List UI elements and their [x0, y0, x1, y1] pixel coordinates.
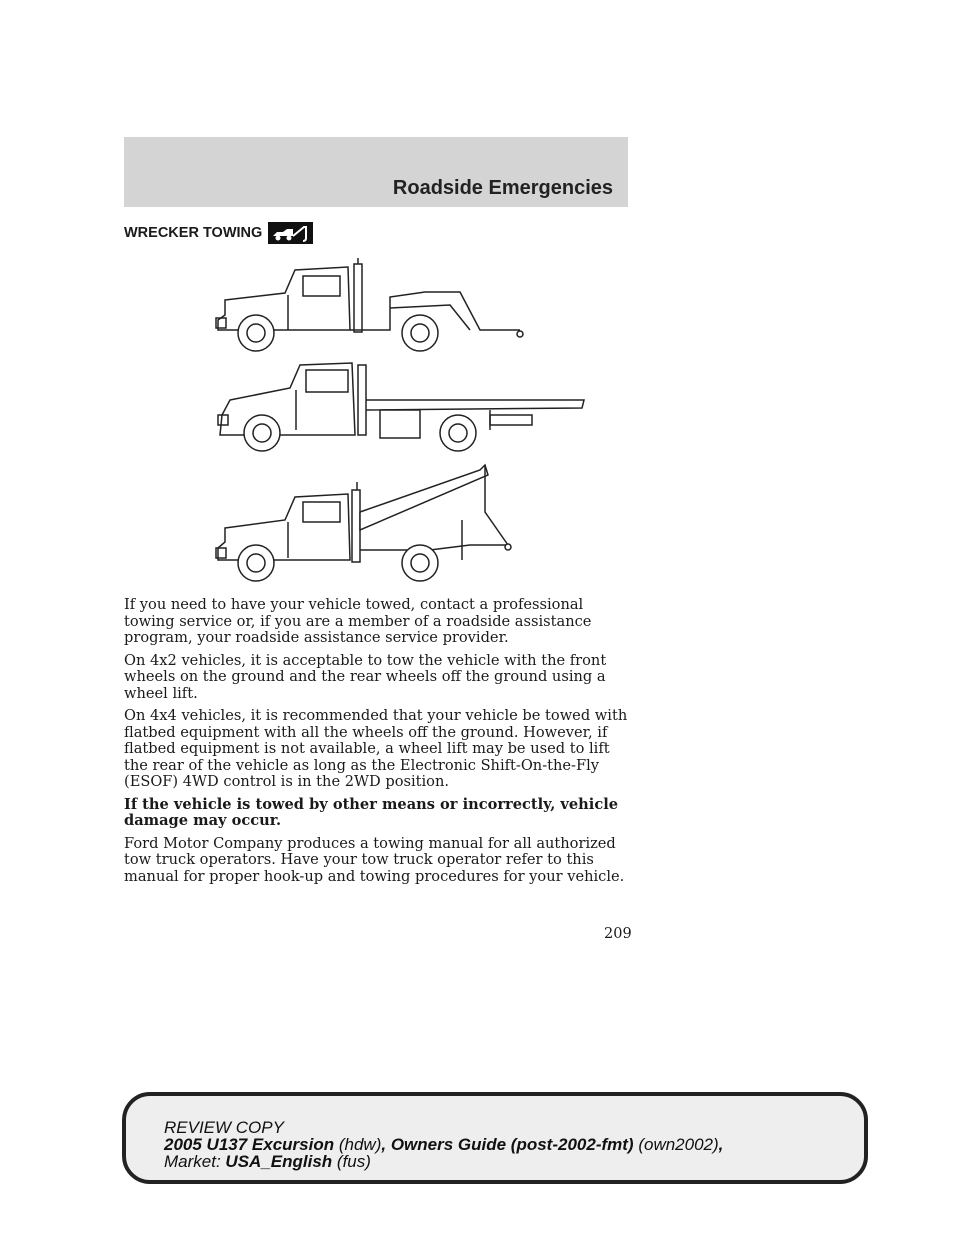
boom-wrecker-tow-truck	[216, 465, 511, 581]
warning-paragraph: If the vehicle is towed by other means or incorrectly, vehicle damage may occur.	[124, 795, 619, 829]
body-text	[124, 597, 628, 891]
page-title: Roadside Emergencies	[392, 177, 613, 199]
market-code: (fus)	[336, 1152, 371, 1171]
market-label: Market:	[164, 1152, 221, 1171]
market-name: USA_English	[225, 1152, 333, 1171]
paragraph-4x2: On 4x2 vehicles, it is acceptable to tow the vehicle with the front wheels on the ground and the rear wheels off the ground using a wheel lift.	[124, 651, 607, 702]
wheel-lift-tow-truck	[216, 258, 523, 351]
tow-truck-illustration	[200, 250, 600, 590]
paragraph-towing-manual: Ford Motor Company produces a towing manual for all authorized tow truck operators. Have your tow truck operator refer to this manual for proper hook-up and towing procedures for your vehicle.	[124, 834, 625, 885]
model-code: (hdw)	[338, 1135, 382, 1154]
guide-code: (own2002)	[638, 1135, 719, 1154]
header-band	[124, 137, 628, 207]
wrecker-tow-icon	[268, 222, 313, 244]
review-copy-label: REVIEW COPY	[164, 1118, 284, 1137]
review-copy-box	[122, 1092, 868, 1184]
flatbed-tow-truck	[218, 363, 584, 451]
paragraph-4x4: On 4x4 vehicles, it is recommended that your vehicle be towed with flatbed equipment with all the wheels off the ground. However, if flatbed equipment is not available, a wheel lift may be used to lift the rear of the vehicle as long as the Electronic Shift-On-the-Fly (ESOF) 4WD control is in the 2WD position.	[124, 707, 628, 790]
page-number: 209	[604, 926, 632, 942]
review-copy-text	[164, 1119, 723, 1170]
paragraph-towing-service: If you need to have your vehicle towed, contact a professional towing service or, if you are a member of a roadside assistance program, your roadside assistance service provider.	[124, 596, 592, 646]
separator: ,	[718, 1135, 724, 1154]
section-title: WRECKER TOWING	[124, 225, 263, 241]
separator: ,	[381, 1135, 387, 1154]
model-name: 2005 U137 Excursion	[164, 1135, 335, 1154]
section-heading	[124, 221, 313, 245]
guide-name: Owners Guide (post-2002-fmt)	[390, 1135, 634, 1154]
